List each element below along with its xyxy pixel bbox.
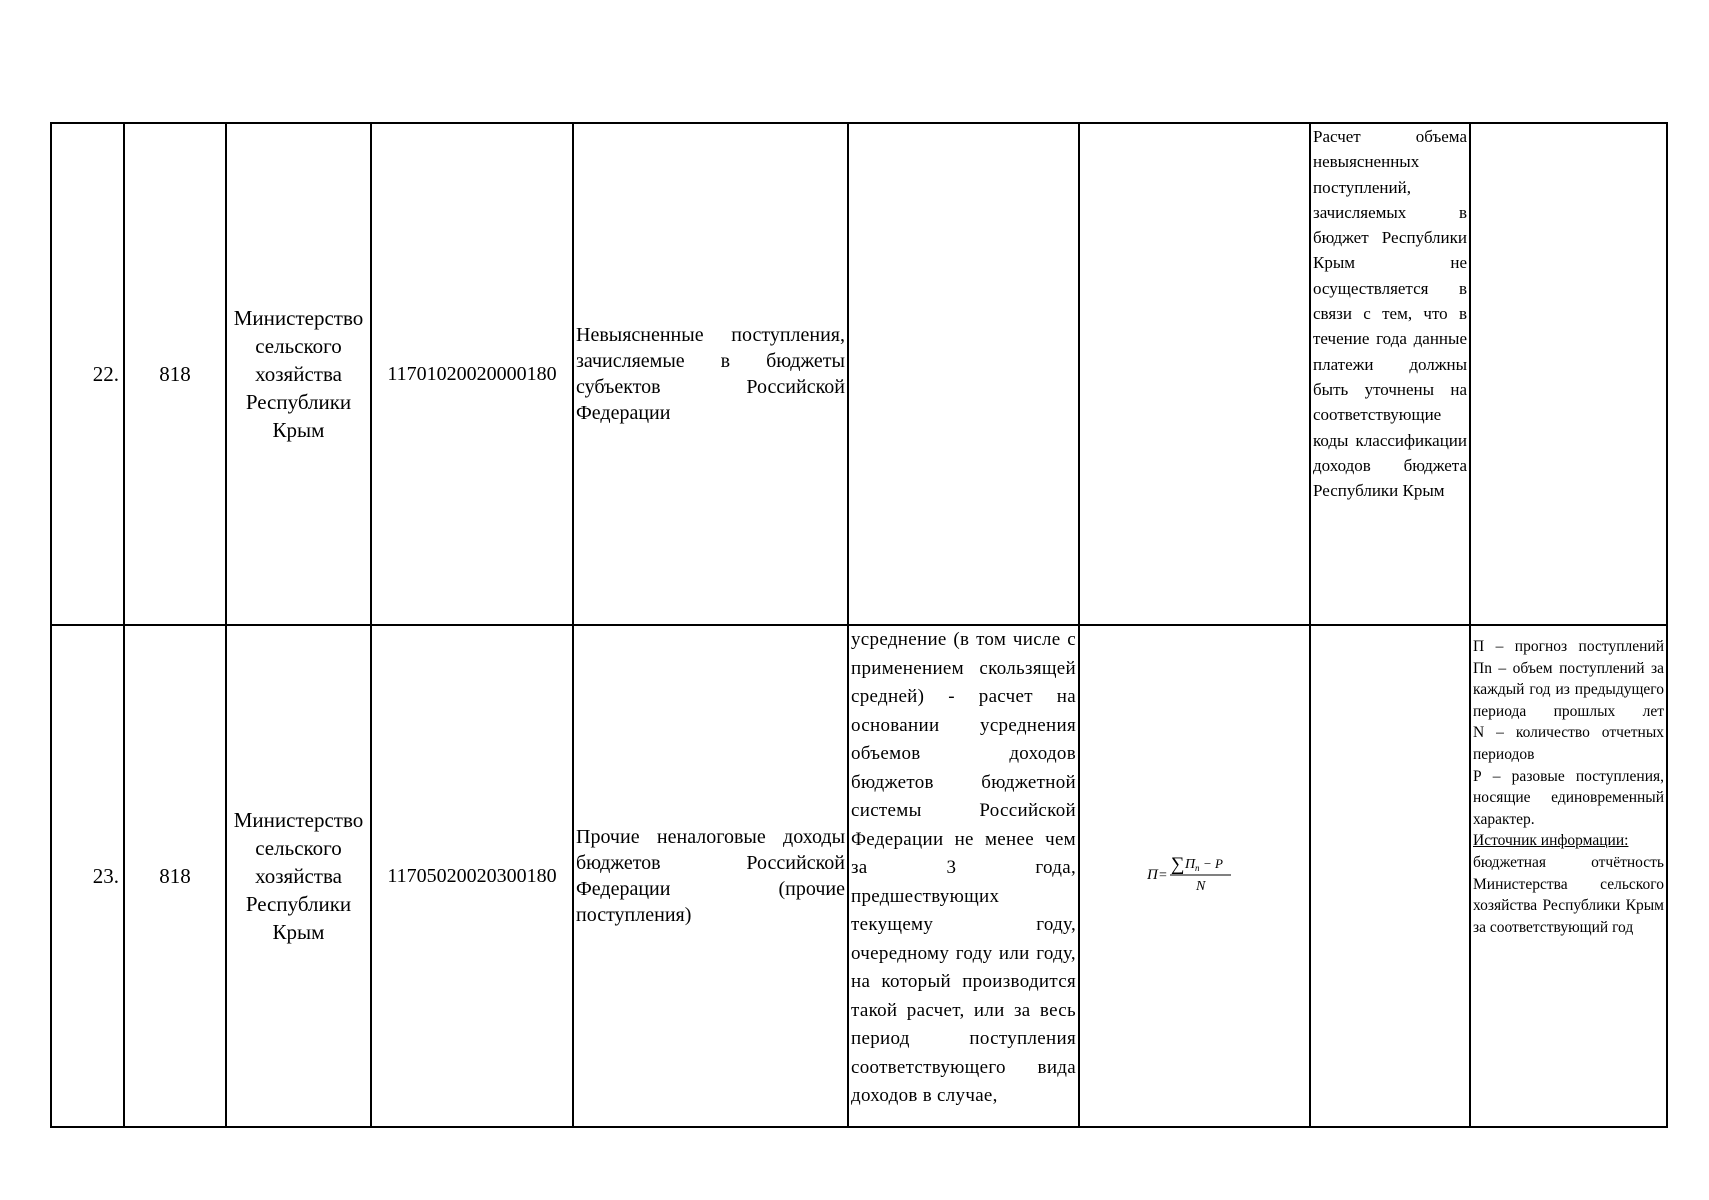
- table-row: [51, 625, 1667, 1127]
- kbk-code: 11705020020300180: [371, 625, 573, 1127]
- calculation-method: [848, 123, 1079, 625]
- admin-code: 818: [124, 123, 226, 625]
- org-line: Министерство: [233, 306, 364, 330]
- legend-cell: [1470, 625, 1667, 1127]
- calculation-method: усреднение (в том числе с применением скользящей средней) - расчет на основании усреднения объемов доходов бюджетов бюджетной системы Российской Федерации не менее чем за 3 года, предшествующих текущему году, очередному году или году, на который производится такой расчет, или за весь период поступления соответствующего вида доходов в случае,: [848, 625, 1079, 1127]
- note-cell: [1310, 625, 1470, 1127]
- org-line: Крым: [272, 418, 325, 442]
- legend-cell: [1470, 123, 1667, 625]
- row-number: 22.: [51, 123, 124, 625]
- revenue-name: Невыясненные поступления, зачисляемые в бюджеты субъектов Российской Федерации: [573, 123, 848, 625]
- org-line: сельского: [255, 334, 342, 358]
- formula-sum: ∑: [1170, 853, 1185, 875]
- svg-text:=: =: [1158, 867, 1167, 883]
- legend-p: П – прогноз поступлений: [1473, 638, 1664, 655]
- forecast-formula: [1147, 854, 1243, 894]
- revenue-name: Прочие неналоговые доходы бюджетов Российской Федерации (прочие поступления): [573, 625, 848, 1127]
- legend-pn: Пn – объем поступлений за каждый год из предыдущего периода прошлых лет: [1473, 659, 1664, 720]
- source-text: бюджетная отчётность Министерства сельского хозяйства Республики Крым за соответствующий год: [1473, 853, 1664, 936]
- org-line: Крым: [272, 920, 325, 944]
- note-cell: Расчет объема невыясненных поступлений, зачисляемых в бюджет Республики Крым не осуществляется в связи с тем, что в течение года данные платежи должны быть уточнены на соответствующие коды классификации доходов бюджета Республики Крым: [1310, 123, 1470, 625]
- administrator-name: [226, 625, 371, 1127]
- kbk-code: 11701020020000180: [371, 123, 573, 625]
- legend-n: N – количество отчетных периодов: [1473, 724, 1664, 763]
- org-line: хозяйства: [255, 362, 342, 386]
- formula-minus: − Р: [1202, 855, 1223, 871]
- formula-cell: [1079, 123, 1310, 625]
- org-line: Министерство: [233, 808, 364, 832]
- revenue-forecast-table: [50, 122, 1668, 1128]
- formula-sub: n: [1194, 862, 1199, 873]
- source-label: Источник информации:: [1473, 832, 1629, 850]
- formula-term: П: [1184, 856, 1195, 872]
- formula-denominator: N: [1195, 878, 1205, 894]
- org-line: сельского: [255, 836, 342, 860]
- org-line: Республики: [245, 892, 352, 916]
- formula-cell: [1079, 625, 1310, 1127]
- formula-lhs: П: [1146, 866, 1158, 883]
- legend-r: Р – разовые поступления, носящие единовременный характер.: [1473, 767, 1664, 828]
- admin-code: 818: [124, 625, 226, 1127]
- org-line: Республики: [245, 390, 352, 414]
- administrator-name: [226, 123, 371, 625]
- row-number: 23.: [51, 625, 124, 1127]
- table-row: [51, 123, 1667, 625]
- org-line: хозяйства: [255, 864, 342, 888]
